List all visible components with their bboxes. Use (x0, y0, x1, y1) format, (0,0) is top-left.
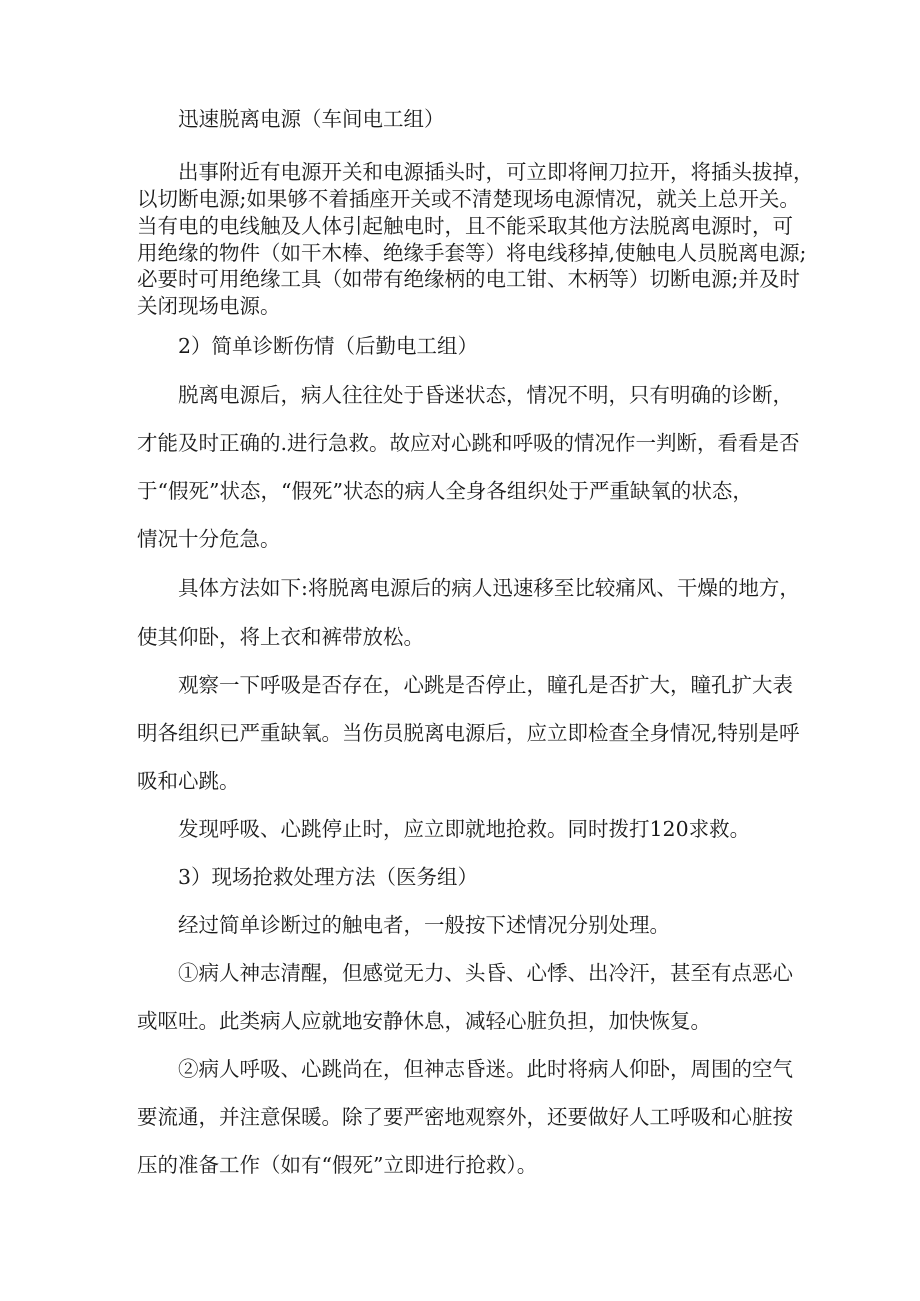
paragraph-line: 才能及时正确的.进行急救。故应对心跳和呼吸的情况作一判断，看看是否 (137, 431, 800, 455)
paragraph-line: 出事附近有电源开关和电源插头时，可立即将闸刀拉开，将插头拔掉， (178, 160, 814, 184)
paragraph-line: 使其仰卧，将上衣和裤带放松。 (137, 625, 424, 649)
paragraph-line: 吸和心跳。 (137, 769, 240, 793)
paragraph-rescue: 发现呼吸、心跳停止时，应立即就地抢救。同时拨打120求救。 (178, 817, 751, 841)
paragraph-line: 要流通，并注意保暖。除了要严密地观察外，还要做好人工呼吸和心脏按 (137, 1105, 793, 1129)
paragraph-line: 关闭现场电源。 (137, 294, 281, 318)
paragraph-line: 观察一下呼吸是否存在，心跳是否停止，瞳孔是否扩大，瞳孔扩大表 (178, 673, 793, 697)
paragraph-line: 用绝缘的物件（如干木棒、绝缘手套等）将电线移掉,使触电人员脱离电源; (137, 241, 807, 265)
paragraph-line: 压的准备工作（如有“假死”立即进行抢救）。 (137, 1153, 538, 1177)
paragraph-line: 必要时可用绝缘工具（如带有绝缘柄的电工钳、木柄等）切断电源;并及时 (137, 267, 800, 291)
paragraph-onsite-intro: 经过简单诊断过的触电者，一般按下述情况分别处理。 (178, 913, 670, 937)
paragraph-line: ①病人神志清醒，但感觉无力、头昏、心悸、出冷汗，甚至有点恶心 (178, 961, 793, 985)
paragraph-line: 以切断电源;如果够不着插座开关或不清楚现场电源情况，就关上总开关。 (137, 187, 800, 211)
paragraph-line: 当有电的电线触及人体引起触电时，且不能采取其他方法脱离电源时，可 (137, 214, 793, 238)
paragraph-line: 具体方法如下:将脱离电源后的病人迅速移至比较痛风、干燥的地方， (178, 576, 800, 600)
section-heading-power-off: 迅速脱离电源（车间电工组） (178, 107, 445, 131)
paragraph-line: 明各组织已严重缺氧。当伤员脱离电源后，应立即检查全身情况,特别是呼 (137, 721, 800, 745)
paragraph-line: ②病人呼吸、心跳尚在，但神志昏迷。此时将病人仰卧，周围的空气 (178, 1057, 793, 1081)
paragraph-line: 于“假死”状态，“假死”状态的病人全身各组织处于严重缺氧的状态， (137, 479, 753, 503)
section-heading-onsite: 3）现场抢救处理方法（医务组） (178, 865, 479, 889)
section-heading-diagnose: 2）简单诊断伤情（后勤电工组） (178, 334, 479, 358)
paragraph-line: 或呕吐。此类病人应就地安静休息，减轻心脏负担，加快恢复。 (137, 1009, 711, 1033)
paragraph-line: 情况十分危急。 (137, 527, 281, 551)
paragraph-line: 脱离电源后，病人往往处于昏迷状态，情况不明，只有明确的诊断， (178, 383, 793, 407)
